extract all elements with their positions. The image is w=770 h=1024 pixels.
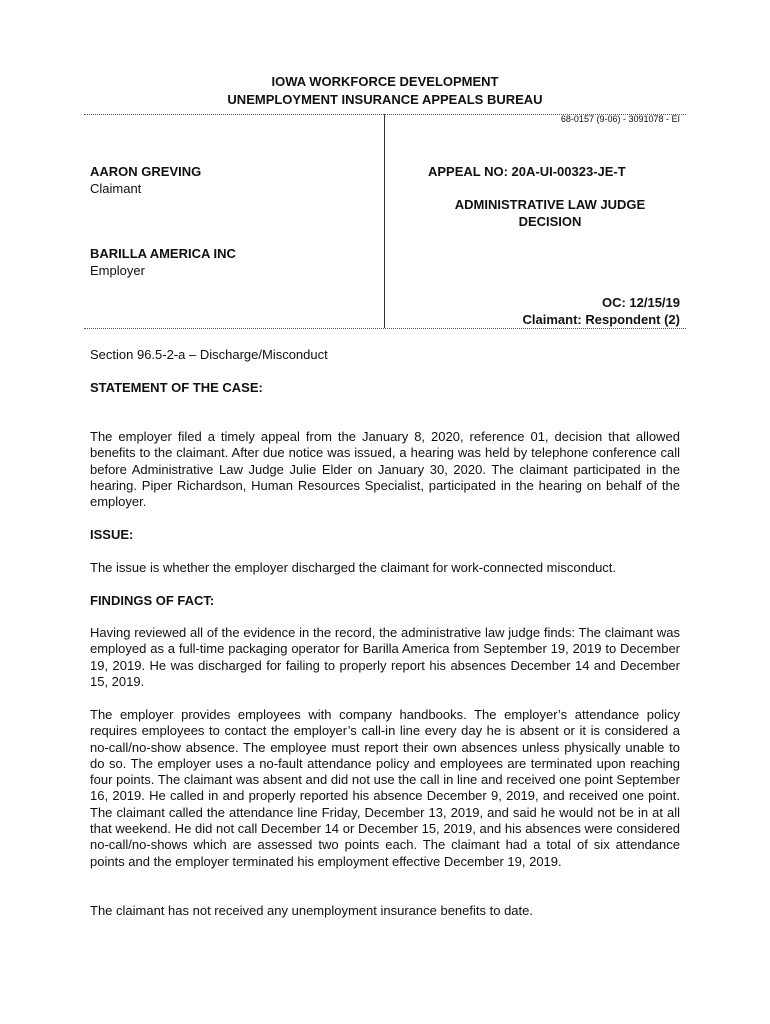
bureau-title: UNEMPLOYMENT INSURANCE APPEALS BUREAU bbox=[227, 92, 543, 107]
decision-title-line1: ADMINISTRATIVE LAW JUDGE bbox=[454, 197, 646, 212]
issue-text: The issue is whether the employer discharged the claimant for work-connected misconduct. bbox=[90, 560, 617, 575]
claimant-block bbox=[90, 163, 201, 197]
findings-paragraph-2: The employer provides employees with company handbooks. The employer’s attendance policy requires employees to contact the employer’s call-in line every day he is absent or it is considered a no-call/no-show absence. The employee must report their own absences unless physically unable to do so. The employer uses a no-fault attendance policy and employees are terminated upon reaching four points. The claimant was absent and did not use the call in line and received one point September 16, 2019. He called in and properly reported his absence December 9, 2019, and received one point. The claimant called the attendance line Friday, December 13, 2019, and said he would not be in at all that weekend. He did not call December 14 or December 15, 2019, and his absences were considered no-call/no-shows which are assessed two points each. The claimant had a total of six attendance points and the employer terminated his employment effective December 19, 2019. bbox=[90, 707, 680, 869]
findings-paragraph-1: Having reviewed all of the evidence in the record, the administrative law judge finds: The claimant was employed as a full-time packaging operator for Barilla America from September 19, 2019 to December 19, 2019. He was discharged for failing to properly report his absences December 14 and December 15, 2019. bbox=[90, 625, 680, 689]
employer-block bbox=[90, 245, 236, 279]
caption-divider bbox=[384, 114, 385, 328]
decision-title-line2: DECISION bbox=[518, 214, 582, 229]
decision-title bbox=[400, 196, 700, 230]
agency-title: IOWA WORKFORCE DEVELOPMENT bbox=[271, 74, 499, 89]
section-reference: Section 96.5-2-a – Discharge/Misconduct bbox=[90, 347, 328, 362]
statement-text: The employer filed a timely appeal from the January 8, 2020, reference 01, decision that allowed benefits to the claimant. After due notice was issued, a hearing was held by telephone conference call before Administrative Law Judge Julie Elder on January 30, 2020. The claimant participated in the hearing. Piper Richardson, Human Resources Specialist, participated in the hearing on behalf of the employer. bbox=[90, 429, 680, 510]
issue-heading: ISSUE: bbox=[90, 527, 134, 542]
caption-bottom-rule bbox=[84, 328, 686, 329]
claimant-role: Claimant bbox=[90, 181, 142, 196]
findings-paragraph-3: The claimant has not received any unemployment insurance benefits to date. bbox=[90, 903, 533, 918]
claimant-status: Claimant: Respondent (2) bbox=[522, 312, 680, 327]
employer-role: Employer bbox=[90, 263, 145, 278]
oc-date: OC: 12/15/19 bbox=[601, 295, 680, 310]
employer-name: BARILLA AMERICA INC bbox=[90, 246, 236, 261]
claimant-name: AARON GREVING bbox=[90, 164, 202, 179]
caption-top-rule bbox=[84, 114, 686, 115]
appeal-number: APPEAL NO: 20A-UI-00323-JE-T bbox=[428, 164, 626, 179]
form-number: 68-0157 (9-06) - 3091078 - EI bbox=[560, 114, 680, 124]
findings-heading: FINDINGS OF FACT: bbox=[90, 593, 215, 608]
statement-heading: STATEMENT OF THE CASE: bbox=[90, 380, 263, 395]
